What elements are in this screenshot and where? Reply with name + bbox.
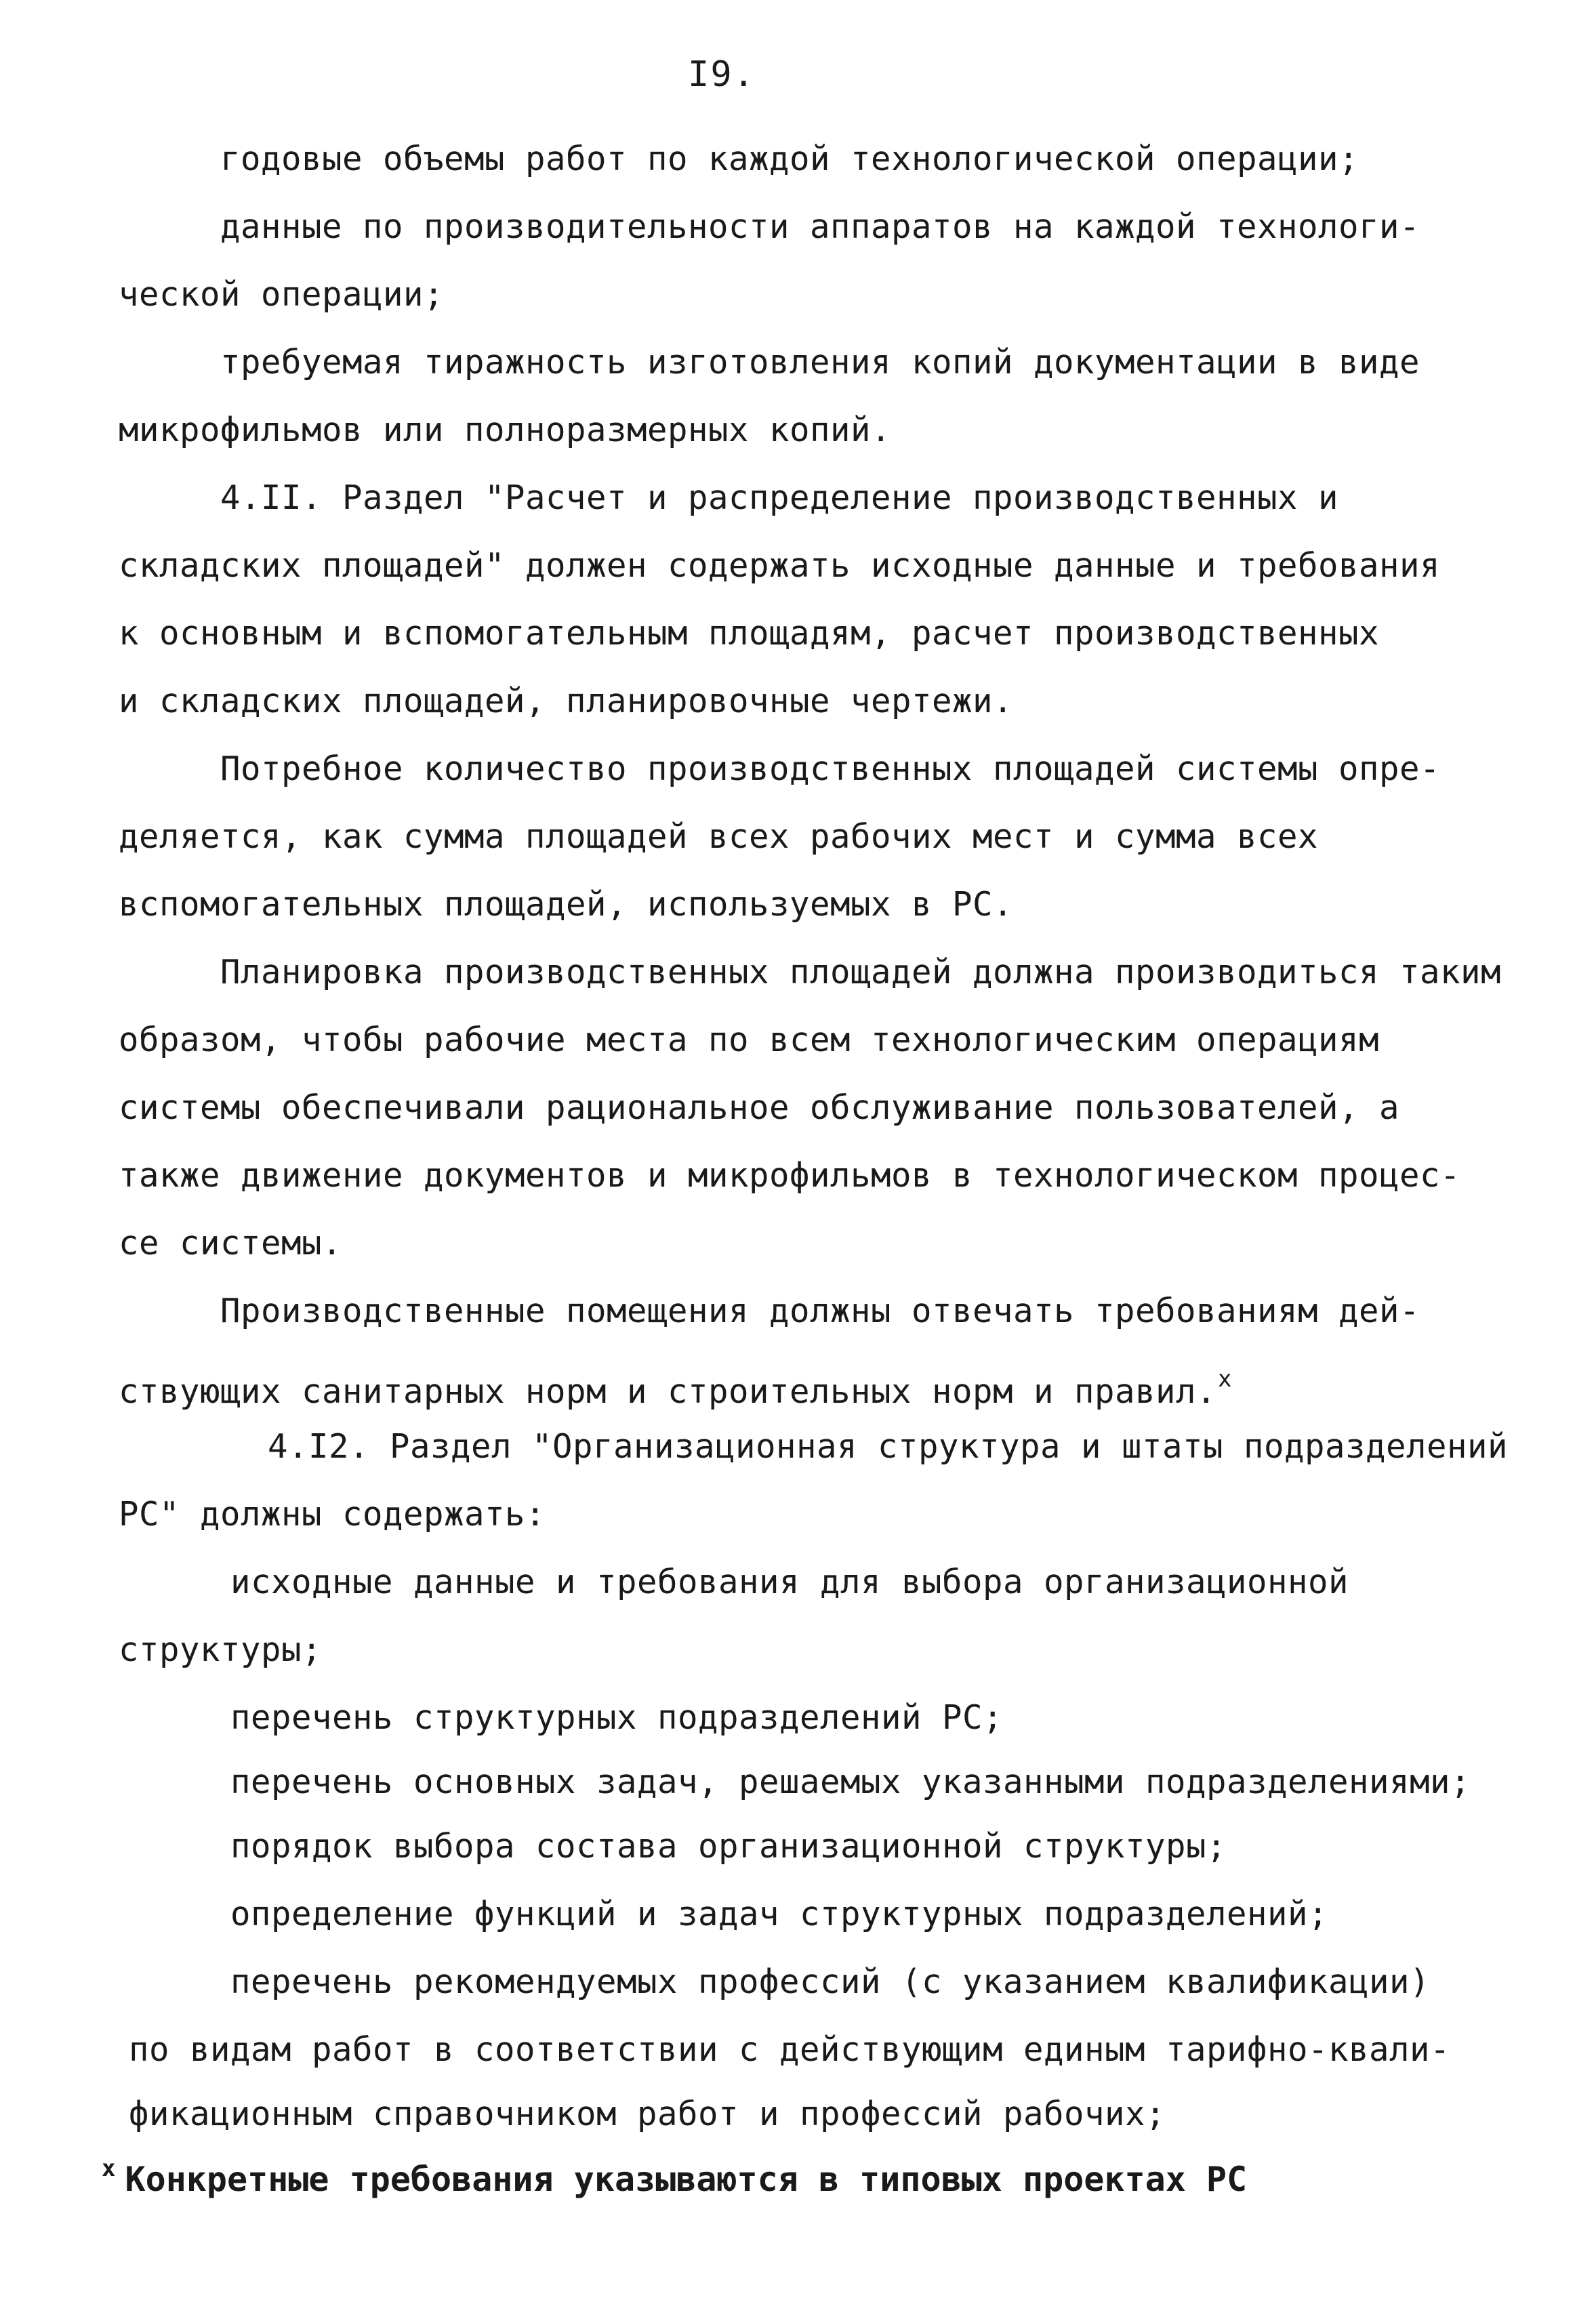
- text-line: Планировка производственных площадей должна производиться таким: [220, 953, 1502, 991]
- text-line: деляется, как сумма площадей всех рабочих мест и сумма всех: [119, 817, 1319, 856]
- text-line: годовые объемы работ по каждой технологической операции;: [220, 140, 1359, 178]
- text-line: вспомогательных площадей, используемых в РС.: [119, 885, 1014, 924]
- text-line: микрофильмов или полноразмерных копий.: [119, 411, 892, 449]
- text-line: складских площадей" должен содержать исходные данные и требования: [119, 546, 1441, 585]
- text-line: Производственные помещения должны отвечать требованиям дей-: [220, 1292, 1420, 1330]
- section-heading-line: 4.I2. Раздел "Организационная структура и штаты подразделений: [268, 1427, 1509, 1466]
- section-heading-line: 4.II. Раздел "Расчет и распределение производственных и: [220, 478, 1339, 517]
- list-item: перечень рекомендуемых профессий (с указанием квалификации): [230, 1963, 1431, 2001]
- text-line: фикационным справочником работ и профессий рабочих;: [129, 2095, 1166, 2133]
- list-item: исходные данные и требования для выбора организационной: [230, 1563, 1349, 1601]
- list-item: порядок выбора состава организационной структуры;: [230, 1827, 1227, 1866]
- text-line: данные по производительности аппаратов на каждой технологи-: [220, 207, 1420, 246]
- list-item: перечень основных задач, решаемых указанными подразделениями;: [230, 1763, 1471, 1801]
- text-line: се системы.: [119, 1224, 343, 1262]
- text-line: и складских площадей, планировочные чертежи.: [119, 682, 1014, 720]
- text-line: РС" должны содержать:: [119, 1495, 546, 1534]
- text-line: также движение документов и микрофильмов в технологическом процес-: [119, 1156, 1461, 1195]
- list-item: определение функций и задач структурных подразделений;: [230, 1895, 1329, 1933]
- text-line-with-footnote: [119, 1359, 1232, 1412]
- text-line: к основным и вспомогательным площадям, расчет производственных: [119, 614, 1380, 653]
- text-line: требуемая тиражность изготовления копий документации в виде: [220, 343, 1420, 382]
- text-line: образом, чтобы рабочие места по всем технологическим операциям: [119, 1021, 1380, 1059]
- footnote: [102, 2148, 1247, 2200]
- text-line: системы обеспечивали рациональное обслуживание пользователей, а: [119, 1088, 1400, 1127]
- text-line: ствующих санитарных норм и строительных норм и правил.: [119, 1372, 1217, 1411]
- text-line: по видам работ в соответствии с действующим единым тарифно-квали-: [129, 2030, 1451, 2069]
- footnote-reference: х: [1218, 1365, 1233, 1393]
- text-line: ческой операции;: [119, 275, 445, 314]
- list-item: перечень структурных подразделений РС;: [230, 1698, 1004, 1737]
- text-line: Потребное количество производственных площадей системы опре-: [220, 749, 1441, 788]
- page-number: I9.: [688, 54, 756, 95]
- footnote-text: Конкретные требования указываются в типовых проектах РС: [125, 2160, 1248, 2199]
- text-line: структуры;: [119, 1630, 323, 1669]
- footnote-marker: х: [102, 2155, 116, 2182]
